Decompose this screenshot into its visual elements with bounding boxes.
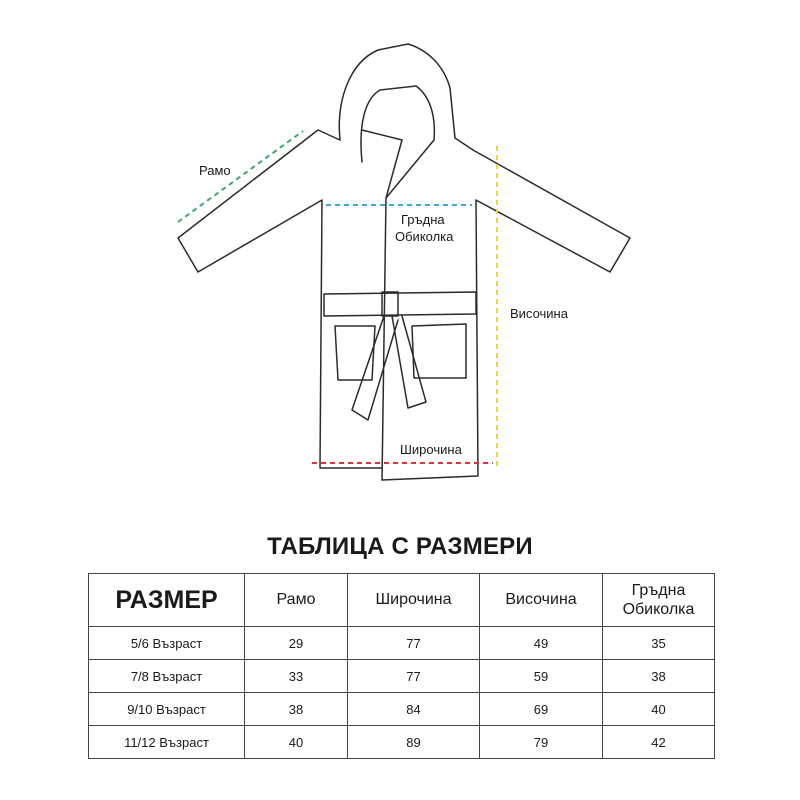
- header-shoulder: Рамо: [245, 574, 348, 627]
- cell-chest: 42: [603, 726, 715, 759]
- cell-chest: 40: [603, 693, 715, 726]
- cell-chest: 35: [603, 627, 715, 660]
- shoulder-label: Рамо: [199, 163, 231, 178]
- cell-width: 84: [348, 693, 480, 726]
- cell-shoulder: 33: [245, 660, 348, 693]
- robe-belt: [324, 292, 476, 316]
- cell-shoulder: 29: [245, 627, 348, 660]
- size-table: [88, 573, 715, 759]
- cell-size: 7/8 Възраст: [89, 660, 245, 693]
- table-row: [89, 693, 715, 726]
- table-row: [89, 660, 715, 693]
- header-size: РАЗМЕР: [89, 574, 245, 627]
- cell-height: 79: [480, 726, 603, 759]
- cell-size: 11/12 Възраст: [89, 726, 245, 759]
- cell-width: 89: [348, 726, 480, 759]
- header-chest-line1: Гръдна: [631, 582, 686, 599]
- height-label: Височина: [510, 306, 568, 321]
- robe-outline: [178, 44, 630, 480]
- chest-label-line2: Обиколка: [395, 229, 454, 244]
- header-width: Широчина: [348, 574, 480, 627]
- robe-belt-tie-right: [392, 316, 426, 408]
- cell-size: 9/10 Възраст: [89, 693, 245, 726]
- size-table-header-row: [89, 574, 715, 627]
- size-table-title: ТАБЛИЦА С РАЗМЕРИ: [267, 533, 533, 560]
- cell-height: 69: [480, 693, 603, 726]
- cell-height: 59: [480, 660, 603, 693]
- header-chest-line2: Обиколка: [622, 601, 695, 618]
- robe-front-edge: [382, 140, 434, 480]
- cell-chest: 38: [603, 660, 715, 693]
- robe-collar: [362, 130, 402, 198]
- robe-pocket-left: [335, 326, 375, 380]
- header-chest: [603, 574, 715, 627]
- header-height: Височина: [480, 574, 603, 627]
- cell-shoulder: 40: [245, 726, 348, 759]
- robe-left-side: [178, 130, 382, 468]
- robe-right-side: [382, 138, 630, 480]
- cell-size: 5/6 Възраст: [89, 627, 245, 660]
- cell-width: 77: [348, 627, 480, 660]
- chest-label-line1: Гръдна: [401, 212, 445, 227]
- table-row: [89, 627, 715, 660]
- shoulder-measure-line: [178, 131, 303, 222]
- robe-pocket-right: [412, 324, 466, 378]
- table-row: [89, 726, 715, 759]
- cell-height: 49: [480, 627, 603, 660]
- robe-hood-inner: [361, 86, 434, 162]
- width-label: Широчина: [400, 442, 462, 457]
- robe-hood: [339, 44, 455, 140]
- cell-shoulder: 38: [245, 693, 348, 726]
- cell-width: 77: [348, 660, 480, 693]
